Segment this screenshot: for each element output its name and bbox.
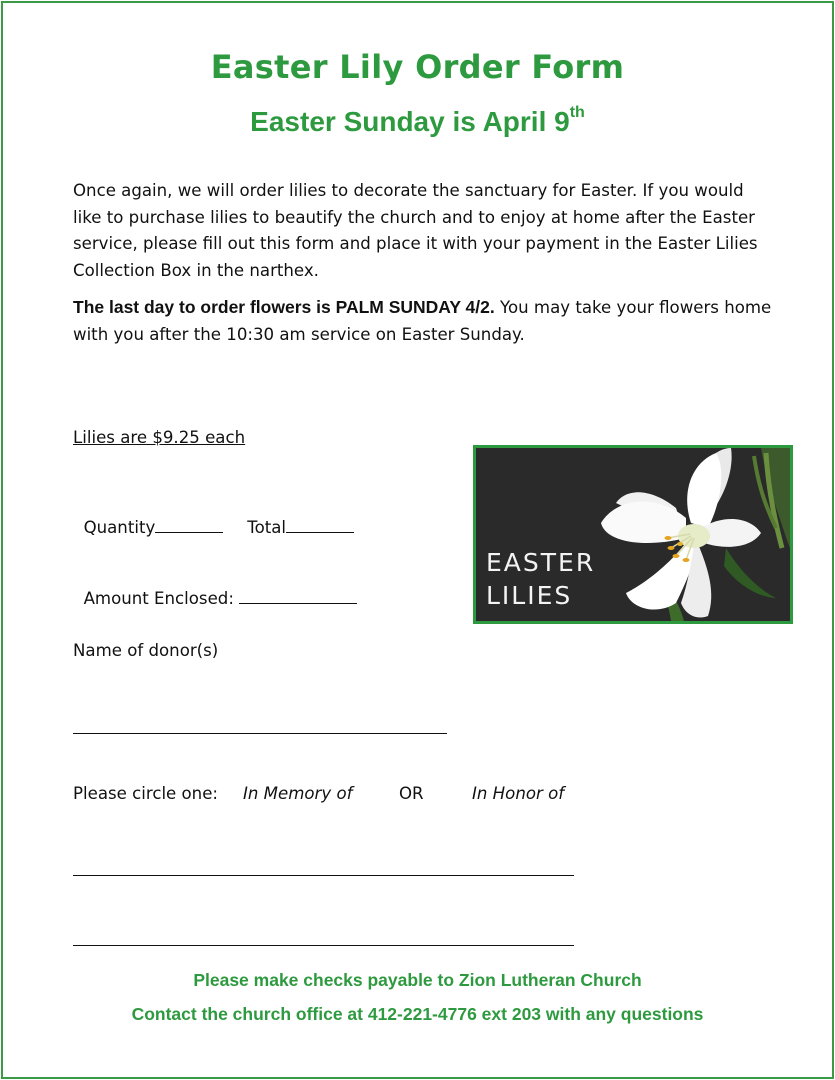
easter-lilies-image [473, 445, 793, 624]
page-subtitle [0, 106, 835, 138]
quantity-total-row [73, 499, 354, 537]
subtitle-text: Easter Sunday is April 9 [250, 106, 570, 137]
or-text: OR [399, 784, 424, 803]
honoree-line-2[interactable] [73, 945, 574, 946]
amount-row [73, 570, 357, 608]
deadline-bold-text: The last day to order flowers is PALM SUNDAY 4/2. [73, 297, 495, 317]
image-text-easter: EASTER [486, 548, 596, 577]
page-title: Easter Lily Order Form [210, 48, 625, 86]
intro-paragraph: Once again, we will order lilies to decorate the sanctuary for Easter. If you would like to purchase lilies to beautify the church and to enjoy at home after the Easter service, please fill out this form and place it with your payment in the Easter Lilies Collection Box in the narthex. [73, 181, 758, 280]
quantity-blank[interactable] [155, 518, 223, 533]
image-text-lilies: LILIES [486, 581, 573, 610]
in-memory-option[interactable]: In Memory of [243, 784, 353, 803]
quantity-label: Quantity [83, 518, 156, 537]
circle-one-label: Please circle one: [73, 784, 219, 803]
checks-payable-note: Please make checks payable to Zion Lutheran Church [193, 970, 642, 990]
subtitle-ordinal-suffix: th [569, 104, 585, 121]
total-label: Total [247, 518, 287, 537]
deadline-paragraph [73, 294, 773, 348]
deadline-rest-text: You may take your flowers home with you after the 10:30 am service on Easter Sunday. [73, 298, 772, 344]
donor-label: Name of donor(s) [73, 641, 219, 660]
in-honor-option[interactable]: In Honor of [472, 784, 565, 803]
contact-note: Contact the church office at 412-221-4776 ext 203 with any questions [131, 1004, 704, 1024]
honoree-line-1[interactable] [73, 875, 574, 876]
amount-enclosed-blank[interactable] [239, 589, 357, 604]
price-label: Lilies are $9.25 each [73, 428, 246, 447]
total-blank[interactable] [286, 518, 354, 533]
donor-name-line[interactable] [73, 733, 447, 734]
amount-enclosed-label: Amount Enclosed: [83, 589, 240, 608]
